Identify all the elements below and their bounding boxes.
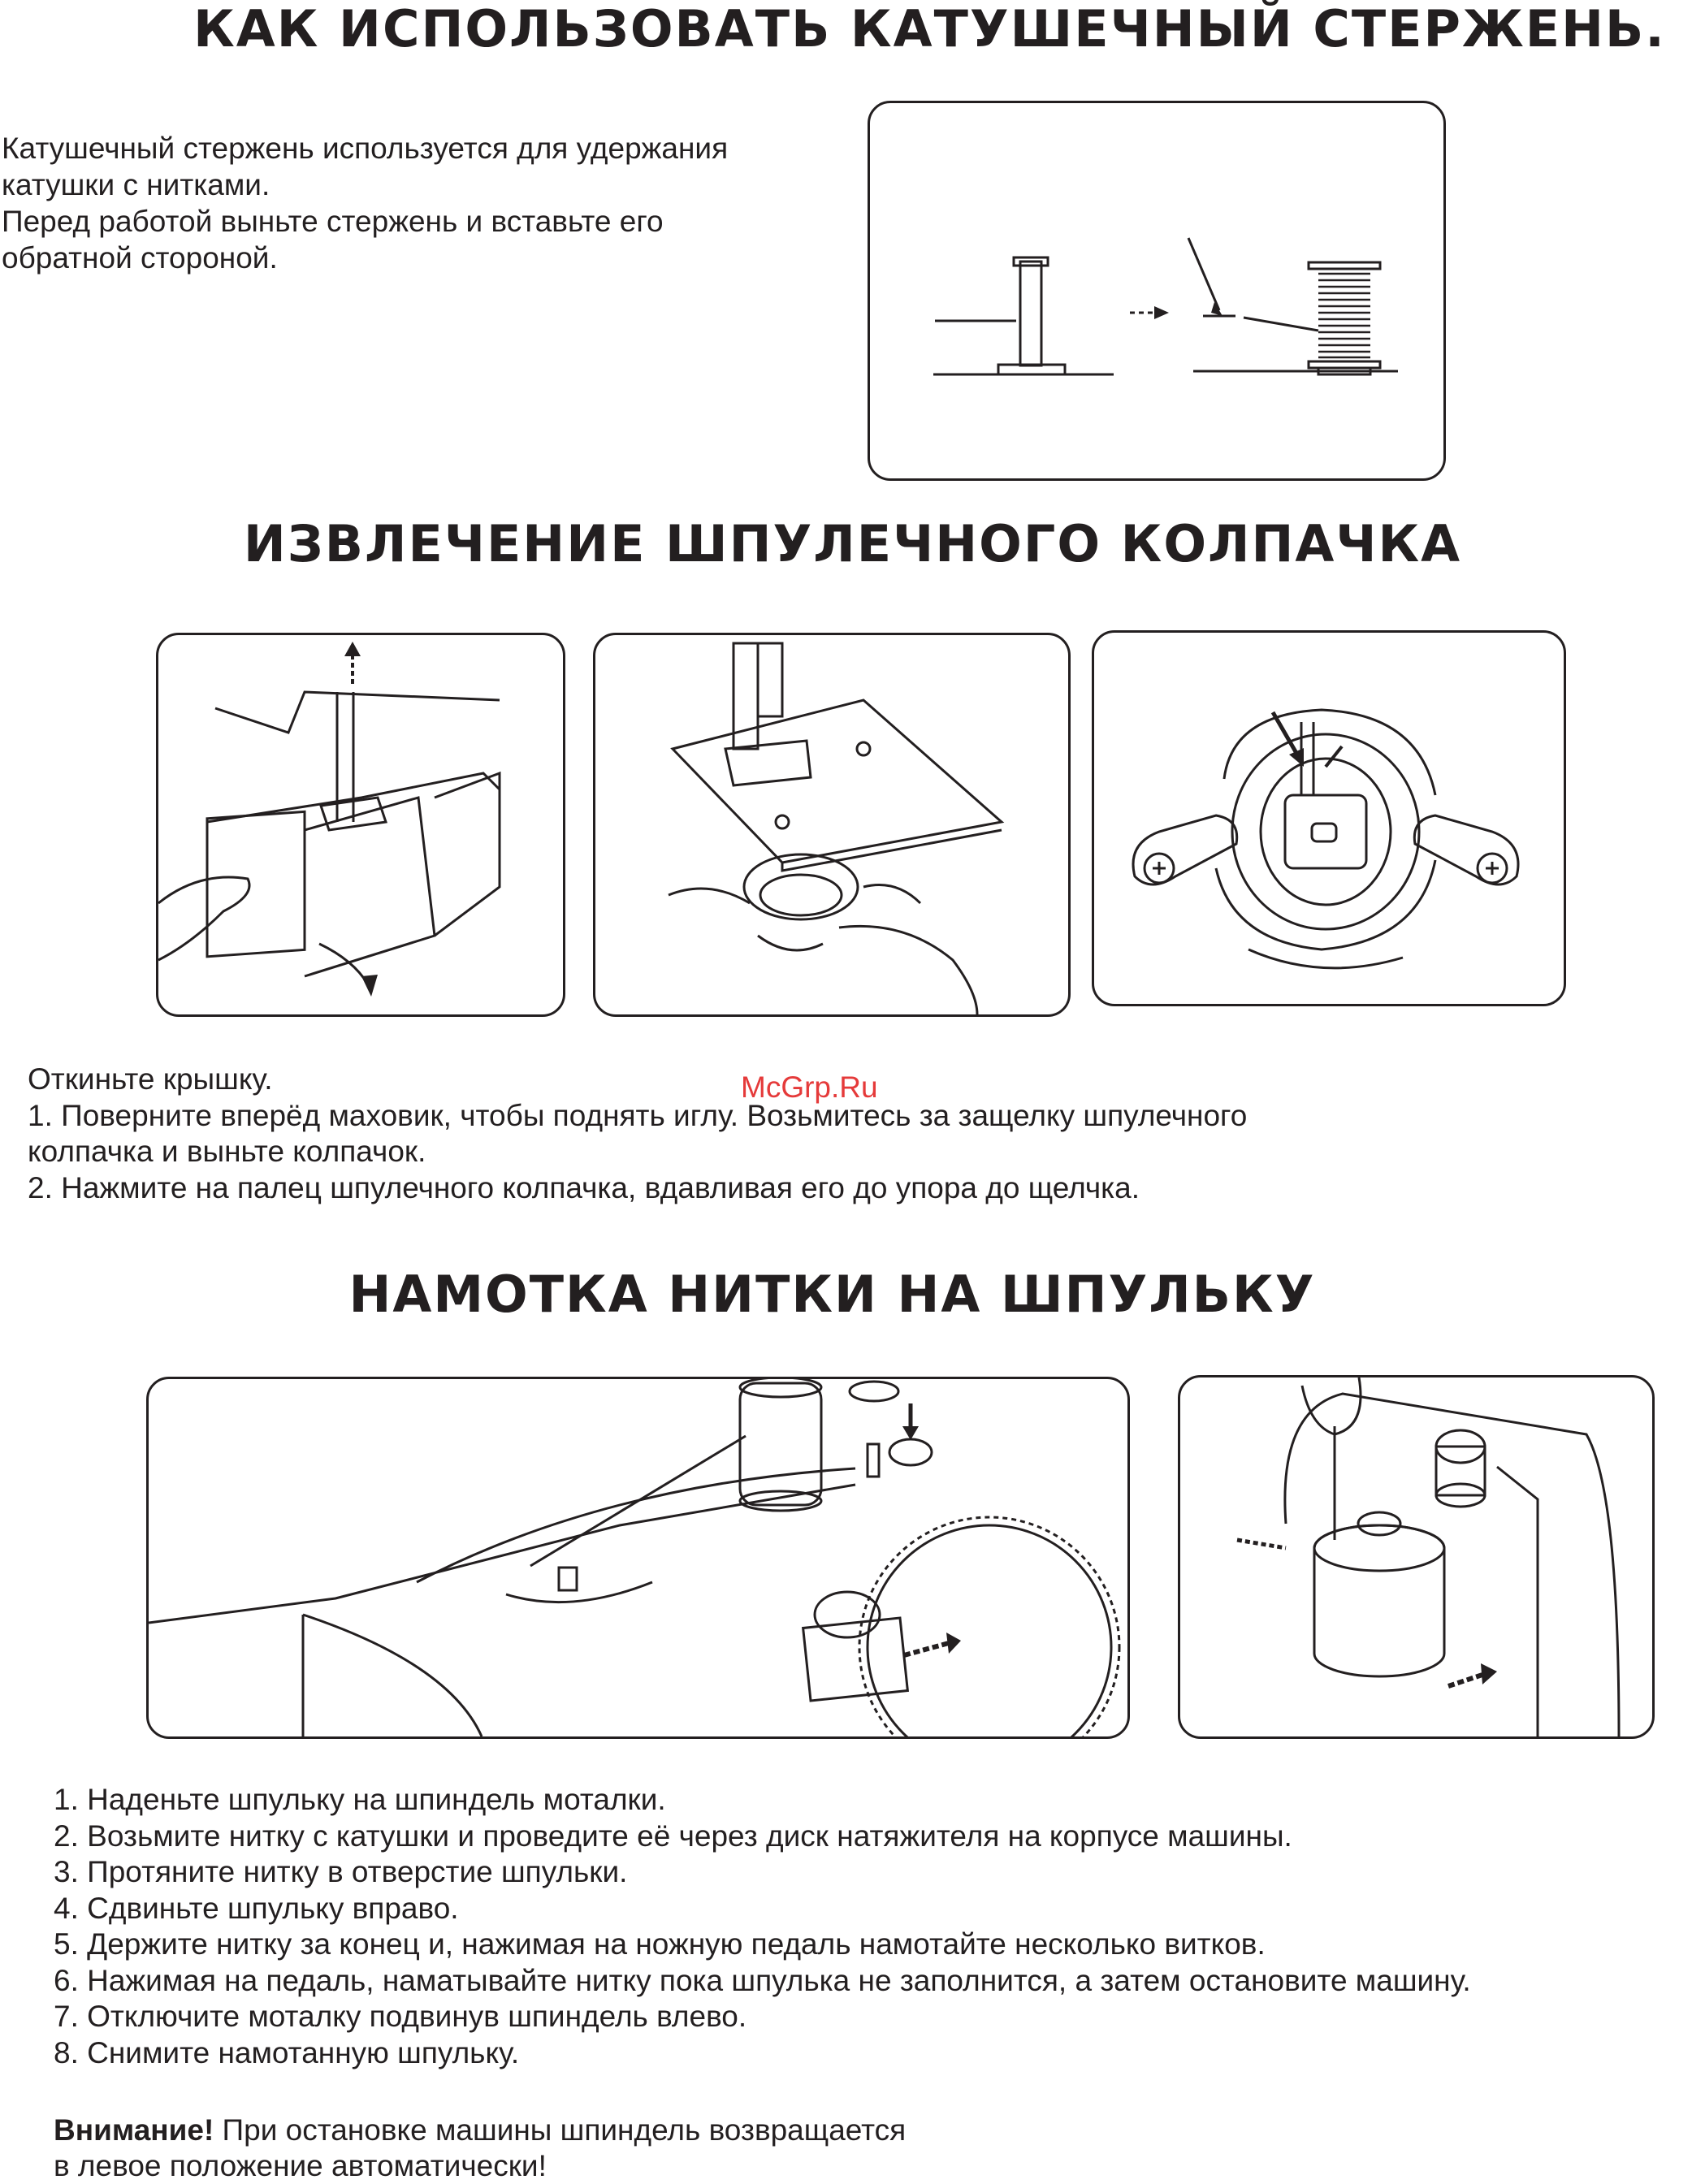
bobbin-spindle-drawing: [1180, 1377, 1652, 1736]
warning-note: [54, 2113, 1191, 2184]
list-item: 2. Возьмите нитку с катушки и проведите её через диск натяжителя на корпусе машины.: [54, 1819, 1292, 1853]
list-item: 1. Наденьте шпульку на шпиндель моталки.: [54, 1783, 666, 1816]
bobbin-case-description: Откиньте крышку. 1. Поверните вперёд маховик, чтобы поднять иглу. Возьмитесь за защелку шпулечного колпачка и выньте колпачок. 2. Нажмите на палец шпулечного колпачка, вдавливая его до упора до щелчка.: [28, 1062, 1248, 1204]
list-item: 7. Отключите моталку подвинув шпиндель влево.: [54, 2000, 747, 2033]
watermark: McGrp.Ru: [741, 1070, 878, 1104]
thread-path-drawing: [149, 1379, 1127, 1736]
spool-pin-illustration: [868, 101, 1446, 481]
bobbin-winding-title: НАМОТКА НИТКИ НА ШПУЛЬКУ: [348, 1265, 1316, 1324]
bobbin-case-latch-illustration: [1092, 630, 1566, 1006]
list-item: 8. Снимите намотанную шпульку.: [54, 2035, 520, 2069]
thread-path-illustration: [146, 1377, 1130, 1739]
spool-pin-title: КАК ИСПОЛЬЗОВАТЬ КАТУШЕЧНЫЙ СТЕРЖЕНЬ.: [193, 0, 1666, 58]
list-item: 5. Держите нитку за конец и, нажимая на ножную педаль намотайте несколько витков.: [54, 1927, 1266, 1961]
remove-bobbin-case-illustration: [593, 633, 1071, 1017]
bobbin-case-title: ИЗВЛЕЧЕНИЕ ШПУЛЕЧНОГО КОЛПАЧКА: [243, 514, 1462, 573]
remove-bobbin-case-drawing: [595, 635, 1068, 1014]
list-item: 3. Протяните нитку в отверстие шпульки.: [54, 1855, 628, 1888]
spool-pin-description: Катушечный стержень используется для удержания катушки с нитками. Перед работой выньте стержень и вставьте его обратной стороной.: [2, 132, 729, 275]
list-item: 4. Сдвиньте шпульку вправо.: [54, 1891, 459, 1925]
winding-steps-list: [54, 1782, 1471, 2071]
open-cover-illustration: [156, 633, 565, 1017]
bobbin-case-latch-drawing: [1094, 633, 1564, 1004]
open-cover-drawing: [158, 635, 563, 1014]
bobbin-spindle-illustration: [1178, 1375, 1655, 1739]
spool-pin-drawing: [870, 103, 1443, 478]
warning-text: При остановке машины шпиндель возвращается в левое положение автоматически!: [54, 2113, 907, 2182]
list-item: 6. Нажимая на педаль, наматывайте нитку пока шпулька не заполнится, а затем остановите машину.: [54, 1963, 1471, 1997]
warning-label: Внимание!: [54, 2113, 214, 2147]
